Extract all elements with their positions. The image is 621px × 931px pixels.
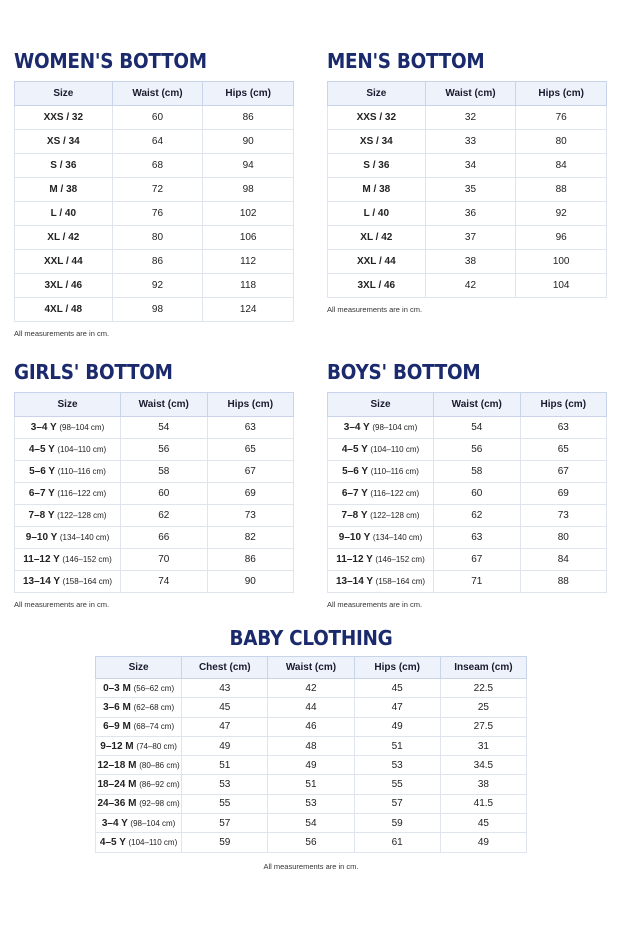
boys-size-table (327, 392, 607, 593)
measurement-cell: 53 (268, 794, 354, 813)
column-header: Inseam (cm) (440, 657, 526, 679)
table-row (15, 226, 294, 250)
column-header: Waist (cm) (112, 82, 203, 106)
table-row (96, 679, 527, 698)
size-cell (96, 756, 182, 775)
measurement-cell: 57 (354, 794, 440, 813)
size-code: 3–4 Y (101, 817, 128, 829)
size-cell (96, 775, 182, 794)
measurement-cell: 63 (520, 417, 607, 439)
boys-bottom-title: BOYS' BOTTOM (327, 360, 481, 384)
size-range: (146–152 cm) (62, 555, 112, 564)
table-row (15, 549, 294, 571)
size-cell (15, 439, 121, 461)
size-cell (15, 483, 121, 505)
size-cell (328, 571, 434, 593)
size-cell: M / 38 (15, 178, 113, 202)
column-header: Size (96, 657, 182, 679)
measurement-cell: 53 (182, 775, 268, 794)
size-cell: XXS / 32 (15, 106, 113, 130)
size-cell (15, 549, 121, 571)
column-header: Hips (cm) (516, 82, 607, 106)
header-row (15, 82, 294, 106)
column-header: Chest (cm) (182, 657, 268, 679)
measurement-cell: 45 (354, 679, 440, 698)
size-cell: 3XL / 46 (15, 274, 113, 298)
table-row (15, 274, 294, 298)
size-range: (80–86 cm) (139, 760, 180, 770)
measurement-cell: 57 (182, 814, 268, 833)
size-cell (96, 698, 182, 717)
measurement-cell: 22.5 (440, 679, 526, 698)
measurement-cell: 47 (354, 698, 440, 717)
measurement-cell: 33 (425, 130, 516, 154)
size-range: (116–122 cm) (57, 489, 107, 498)
size-range: (122–128 cm) (57, 511, 107, 520)
measurement-cell: 92 (516, 202, 607, 226)
size-cell (328, 527, 434, 549)
measurement-cell: 60 (112, 106, 203, 130)
baby-note: All measurements are in cm. (263, 861, 359, 871)
measurement-cell: 31 (440, 736, 526, 755)
size-range: (104–110 cm) (57, 445, 107, 454)
measurement-cell: 98 (203, 178, 294, 202)
column-header: Hips (cm) (354, 657, 440, 679)
measurement-cell: 84 (516, 154, 607, 178)
baby-size-table (95, 656, 527, 853)
measurement-cell: 65 (520, 439, 607, 461)
measurement-cell: 43 (182, 679, 268, 698)
size-range: (104–110 cm) (370, 445, 420, 454)
size-cell (15, 527, 121, 549)
table-row (15, 106, 294, 130)
size-cell (328, 483, 434, 505)
size-code: 9–10 Y (338, 532, 371, 543)
measurement-cell: 70 (121, 549, 207, 571)
column-header: Waist (cm) (425, 82, 516, 106)
measurement-cell: 49 (268, 756, 354, 775)
table-row (15, 298, 294, 322)
table-row (15, 571, 294, 593)
measurement-cell: 82 (207, 527, 294, 549)
table-row (328, 483, 607, 505)
measurement-cell: 102 (203, 202, 294, 226)
header-row (328, 82, 607, 106)
measurement-cell: 48 (268, 736, 354, 755)
boys-bottom-section (327, 360, 607, 609)
measurement-cell: 45 (182, 698, 268, 717)
table-row (15, 178, 294, 202)
table-row (15, 130, 294, 154)
measurement-cell: 51 (354, 736, 440, 755)
measurement-cell: 112 (203, 250, 294, 274)
column-header: Size (328, 82, 426, 106)
women-bottom-section (14, 49, 294, 338)
measurement-cell: 47 (182, 717, 268, 736)
table-row (96, 814, 527, 833)
size-cell (96, 717, 182, 736)
measurement-cell: 58 (121, 461, 207, 483)
table-row (15, 202, 294, 226)
column-header: Waist (cm) (121, 393, 207, 417)
measurement-cell: 63 (207, 417, 294, 439)
size-range: (116–122 cm) (370, 489, 420, 498)
size-code: 3–6 M (103, 701, 131, 713)
size-range: (98–104 cm) (130, 818, 176, 828)
measurement-cell: 62 (434, 505, 520, 527)
measurement-cell: 58 (434, 461, 520, 483)
size-cell (328, 549, 434, 571)
measurement-cell: 80 (520, 527, 607, 549)
size-cell (15, 461, 121, 483)
women-bottom-title: WOMEN'S BOTTOM (14, 49, 207, 73)
header-row (96, 657, 527, 679)
size-range: (158–164 cm) (62, 577, 113, 586)
measurement-cell: 66 (121, 527, 207, 549)
column-header: Hips (cm) (203, 82, 294, 106)
size-code: 5–6 Y (342, 466, 368, 477)
table-row (328, 274, 607, 298)
size-cell: XL / 42 (15, 226, 113, 250)
men-note: All measurements are in cm. (327, 305, 423, 314)
table-row (328, 549, 607, 571)
measurement-cell: 98 (112, 298, 203, 322)
measurement-cell: 34.5 (440, 756, 526, 775)
measurement-cell: 86 (203, 106, 294, 130)
size-code: 12–18 M (97, 759, 137, 771)
table-row (15, 250, 294, 274)
size-cell (96, 814, 182, 833)
measurement-cell: 68 (112, 154, 203, 178)
measurement-cell: 88 (516, 178, 607, 202)
measurement-cell: 67 (207, 461, 294, 483)
table-row (96, 736, 527, 755)
size-cell (328, 505, 434, 527)
size-range: (86–92 cm) (139, 780, 180, 790)
measurement-cell: 72 (112, 178, 203, 202)
measurement-cell: 65 (207, 439, 294, 461)
measurement-cell: 46 (268, 717, 354, 736)
size-cell: S / 36 (328, 154, 426, 178)
measurement-cell: 35 (425, 178, 516, 202)
table-row (328, 178, 607, 202)
size-code: 4–5 Y (341, 444, 368, 455)
size-cell: 4XL / 48 (15, 298, 113, 322)
measurement-cell: 55 (354, 775, 440, 794)
measurement-cell: 73 (520, 505, 607, 527)
measurement-cell: 42 (268, 679, 354, 698)
column-header: Size (328, 393, 434, 417)
size-cell (15, 417, 121, 439)
size-cell: L / 40 (328, 202, 426, 226)
measurement-cell: 94 (203, 154, 294, 178)
size-cell: S / 36 (15, 154, 113, 178)
baby-clothing-section (95, 626, 527, 871)
size-cell (96, 736, 182, 755)
size-code: 13–14 Y (22, 576, 60, 587)
table-row (15, 439, 294, 461)
size-range: (146–152 cm) (375, 555, 425, 564)
measurement-cell: 44 (268, 698, 354, 717)
baby-clothing-title: BABY CLOTHING (229, 626, 393, 650)
measurement-cell: 41.5 (440, 794, 526, 813)
table-row (328, 106, 607, 130)
measurement-cell: 49 (440, 833, 526, 852)
table-row (15, 483, 294, 505)
measurement-cell: 84 (520, 549, 607, 571)
measurement-cell: 32 (425, 106, 516, 130)
size-code: 6–7 Y (341, 488, 368, 499)
men-bottom-section (327, 49, 607, 314)
men-bottom-title: MEN'S BOTTOM (327, 49, 485, 73)
women-note: All measurements are in cm. (14, 329, 110, 338)
measurement-cell: 49 (182, 736, 268, 755)
size-code: 24–36 M (97, 798, 137, 810)
measurement-cell: 61 (354, 833, 440, 852)
women-size-table (14, 81, 294, 322)
measurement-cell: 90 (203, 130, 294, 154)
table-row (328, 439, 607, 461)
measurement-cell: 27.5 (440, 717, 526, 736)
table-row (15, 505, 294, 527)
table-row (328, 461, 607, 483)
measurement-cell: 86 (207, 549, 294, 571)
size-code: 9–10 Y (25, 532, 58, 543)
table-row (328, 226, 607, 250)
table-row (328, 202, 607, 226)
size-code: 6–9 M (103, 721, 131, 733)
size-code: 11–12 Y (23, 554, 60, 565)
measurement-cell: 64 (112, 130, 203, 154)
size-range: (68–74 cm) (133, 722, 175, 732)
size-range: (98–104 cm) (59, 423, 105, 432)
size-range: (92–98 cm) (139, 799, 180, 809)
measurement-cell: 56 (121, 439, 207, 461)
measurement-cell: 59 (182, 833, 268, 852)
size-cell (15, 505, 121, 527)
size-code: 18–24 M (97, 779, 137, 791)
size-code: 11–12 Y (336, 554, 373, 565)
size-cell: M / 38 (328, 178, 426, 202)
measurement-cell: 67 (520, 461, 607, 483)
measurement-cell: 69 (520, 483, 607, 505)
measurement-cell: 55 (182, 794, 268, 813)
table-row (96, 756, 527, 775)
size-cell (96, 794, 182, 813)
measurement-cell: 36 (425, 202, 516, 226)
column-header: Waist (cm) (434, 393, 520, 417)
column-header: Size (15, 82, 113, 106)
measurement-cell: 90 (207, 571, 294, 593)
size-range: (98–104 cm) (372, 423, 418, 432)
measurement-cell: 80 (112, 226, 203, 250)
size-code: 3–4 Y (30, 422, 57, 433)
measurement-cell: 34 (425, 154, 516, 178)
table-row (328, 417, 607, 439)
column-header: Hips (cm) (207, 393, 294, 417)
size-code: 0–3 M (103, 682, 131, 694)
measurement-cell: 76 (112, 202, 203, 226)
table-row (96, 794, 527, 813)
measurement-cell: 118 (203, 274, 294, 298)
size-cell (328, 417, 434, 439)
table-row (15, 461, 294, 483)
table-row (15, 154, 294, 178)
column-header: Hips (cm) (520, 393, 607, 417)
size-code: 4–5 Y (28, 444, 55, 455)
measurement-cell: 38 (440, 775, 526, 794)
measurement-cell: 25 (440, 698, 526, 717)
table-row (15, 417, 294, 439)
men-size-table (327, 81, 607, 298)
size-cell (328, 439, 434, 461)
size-range: (110–116 cm) (370, 467, 419, 476)
measurement-cell: 54 (268, 814, 354, 833)
column-header: Size (15, 393, 121, 417)
measurement-cell: 45 (440, 814, 526, 833)
size-code: 9–12 M (100, 740, 134, 752)
header-row (15, 393, 294, 417)
size-code: 7–8 Y (28, 510, 55, 521)
size-cell: XS / 34 (328, 130, 426, 154)
measurement-cell: 76 (516, 106, 607, 130)
table-row (328, 250, 607, 274)
size-cell: L / 40 (15, 202, 113, 226)
measurement-cell: 54 (434, 417, 520, 439)
measurement-cell: 56 (434, 439, 520, 461)
measurement-cell: 51 (268, 775, 354, 794)
size-range: (62–68 cm) (133, 702, 175, 712)
measurement-cell: 54 (121, 417, 207, 439)
size-cell: XL / 42 (328, 226, 426, 250)
size-cell: XXS / 32 (328, 106, 426, 130)
size-range: (134–140 cm) (59, 533, 110, 542)
size-range: (110–116 cm) (57, 467, 106, 476)
measurement-cell: 80 (516, 130, 607, 154)
size-range: (158–164 cm) (375, 577, 426, 586)
measurement-cell: 124 (203, 298, 294, 322)
size-cell (96, 679, 182, 698)
size-range: (104–110 cm) (128, 838, 178, 848)
measurement-cell: 59 (354, 814, 440, 833)
size-cell: XXL / 44 (328, 250, 426, 274)
size-cell (328, 461, 434, 483)
table-row (15, 527, 294, 549)
table-row (328, 130, 607, 154)
measurement-cell: 106 (203, 226, 294, 250)
table-row (96, 833, 527, 852)
measurement-cell: 60 (121, 483, 207, 505)
measurement-cell: 38 (425, 250, 516, 274)
size-cell: 3XL / 46 (328, 274, 426, 298)
size-range: (122–128 cm) (370, 511, 420, 520)
size-cell (96, 833, 182, 852)
measurement-cell: 51 (182, 756, 268, 775)
table-row (328, 527, 607, 549)
measurement-cell: 104 (516, 274, 607, 298)
size-cell (15, 571, 121, 593)
measurement-cell: 100 (516, 250, 607, 274)
size-cell: XS / 34 (15, 130, 113, 154)
size-code: 13–14 Y (335, 576, 373, 587)
measurement-cell: 71 (434, 571, 520, 593)
boys-note: All measurements are in cm. (327, 600, 423, 609)
size-code: 5–6 Y (29, 466, 55, 477)
measurement-cell: 60 (434, 483, 520, 505)
girls-bottom-section (14, 360, 294, 609)
measurement-cell: 92 (112, 274, 203, 298)
measurement-cell: 56 (268, 833, 354, 852)
measurement-cell: 62 (121, 505, 207, 527)
table-row (96, 698, 527, 717)
girls-note: All measurements are in cm. (14, 600, 110, 609)
table-row (328, 505, 607, 527)
size-code: 7–8 Y (341, 510, 368, 521)
measurement-cell: 73 (207, 505, 294, 527)
table-row (328, 154, 607, 178)
size-range: (134–140 cm) (372, 533, 423, 542)
girls-size-table (14, 392, 294, 593)
girls-bottom-title: GIRLS' BOTTOM (14, 360, 173, 384)
size-code: 3–4 Y (343, 422, 370, 433)
header-row (328, 393, 607, 417)
measurement-cell: 67 (434, 549, 520, 571)
size-cell: XXL / 44 (15, 250, 113, 274)
table-row (96, 775, 527, 794)
measurement-cell: 49 (354, 717, 440, 736)
size-code: 6–7 Y (28, 488, 55, 499)
size-range: (74–80 cm) (136, 741, 177, 751)
table-row (328, 571, 607, 593)
measurement-cell: 74 (121, 571, 207, 593)
measurement-cell: 96 (516, 226, 607, 250)
measurement-cell: 69 (207, 483, 294, 505)
size-code: 4–5 Y (99, 837, 126, 849)
measurement-cell: 86 (112, 250, 203, 274)
measurement-cell: 53 (354, 756, 440, 775)
measurement-cell: 88 (520, 571, 607, 593)
measurement-cell: 63 (434, 527, 520, 549)
measurement-cell: 37 (425, 226, 516, 250)
measurement-cell: 42 (425, 274, 516, 298)
size-range: (56–62 cm) (133, 683, 175, 693)
column-header: Waist (cm) (268, 657, 354, 679)
table-row (96, 717, 527, 736)
